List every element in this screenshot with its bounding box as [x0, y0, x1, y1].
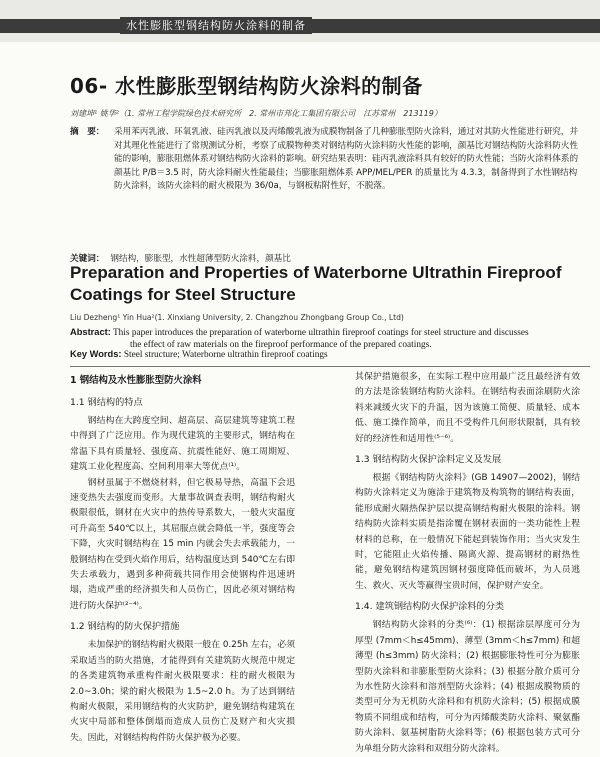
- section-1-3-paragraph: 根据《钢结构防火涂料》(GB 14907—2002)，钢结构防火涂料定义为施涂于建筑物及构筑物的钢结构表面，能形成耐火隔热保护层以提高钢结构耐火极限的涂料。钢结构防火涂料实质是指涂覆在钢材表面的一类功能性上程材料的总称，在一般情况下能起到装饰作用；当火灾发生时，它能阻止火焰传播、隔离火源、提高钢材的耐热性能，避免钢结构建筑因钢材强度降低而破坏，为人员逃生、救火、灭火等赢得宝贵时间，保护财产安全。: [355, 473, 580, 591]
- title-cn: 06- 水性膨胀型钢结构防火涂料的制备: [70, 74, 423, 98]
- authors-en: Liu Dezheng¹ Yin Hua²(1. Xinxiang University, 2. Changzhou Zhongbang Group Co., Ltd): [70, 313, 404, 322]
- section-1-2-continued: 其保护措施很多，在实际工程中应用最广泛且最经济有效的方法是涂装钢结构防火涂料。在钢结构表面涂刷防火涂料来减缓火灾下的升温，因为该施工简便、质量轻、成本低、施工操作简单，而且不受构件几何形状限制，具有较好的经济性和适用性⁽⁵⁻⁶⁾。: [355, 372, 580, 444]
- section-divider: [70, 366, 590, 367]
- abstract-en-line1: This paper introduces the preparation of waterborne ultrathin fireproof coatings for steel structure and discusses: [112, 328, 529, 338]
- keywords-cn-label: 关键词：: [70, 254, 105, 264]
- section-1-1-paragraph-2: 钢材虽属于不燃烧材料，但它极易导热，高温下会迅速变热失去强度而变形。大量事故调查表明，钢结构耐火极限很低，钢材在火灾中的热传导系数大，一般火灾温度可升高至 540℃以上，其屈服点就会降低一半，强度等会下降，火灾时钢结构在 15 min 内就会失去承载能力，一般钢结构在受到火焰作用后，结构温度达到 540℃左右即失去承载力，遇到多种荷载共同作用会使钢构件迅速坍塌，造成严重的经济损失和人员伤亡，因此必须对钢结构进行防火保护⁽²⁻⁴⁾。: [70, 477, 295, 611]
- right-column: [355, 370, 580, 757]
- keywords-en-label: Key Words:: [70, 349, 122, 359]
- keywords-en-text: Steel structure; Waterborne ultrathin fireproof coatings: [123, 350, 328, 360]
- section-1-2-heading: 1.2 钢结构的防火保护措施: [70, 621, 180, 633]
- section-1-4-heading: 1.4. 建筑钢结构防火保护涂料的分类: [355, 601, 505, 613]
- running-header: 水性膨胀型钢结构防火涂料的制备: [120, 17, 312, 34]
- abstract-en-label: Abstract:: [70, 327, 111, 337]
- abstract-cn: [70, 126, 580, 194]
- abstract-cn-label: 摘 要：: [70, 127, 105, 137]
- abstract-en: [70, 326, 590, 351]
- abstract-en-line2: the effect of raw materials on the fireproof performance of the prepared coatings.: [130, 340, 432, 350]
- section-1-3-heading: 1.3 钢结构防火保护涂料定义及发展: [355, 454, 502, 466]
- section-1-1-heading: 1.1 钢结构的特点: [70, 397, 143, 408]
- title-en: Preparation and Properties of Waterborne Ultrathin Fireproof Coatings for Steel Structure: [70, 263, 562, 304]
- abstract-cn-text: 采用苯丙乳液、环氧乳液、硅丙乳液以及丙烯酸乳液为成膜物制备了几种膨胀型防火涂料，通过对其防火性能进行研究，并对其理化性能进行了常规测试分析，考察了成膜物种类对钢结构防火涂料防火性能的影响，颜基比对钢结构防火涂料防火性能的影响，膨胀阻燃体系对钢结构防火涂料的影响。研究结果表明：硅丙乳液涂料具有较好的防火性能；当防火涂料体系的颜基比 P/B＝3.5 时，防火涂料耐火性能最佳；当膨胀阻燃体系 APP/MEL/PER 的质量比为 4.3.3，制备得到了水性钢结构防火涂料，该防火涂料的耐火极限为 36/0a，与钢板粘附性好，不脱落。: [114, 127, 579, 191]
- section-1-1-paragraph-1: 钢结构在大跨度空间、超高层、高层建筑等建筑工程中得到了广泛应用。作为现代建筑的主要形式，钢结构在常温下具有质量轻、强度高、抗震性能好、施工周期短、建筑工业化程度高、空间利用率大等优点⁽¹⁾。: [70, 416, 295, 473]
- section-1-heading: 1 钢结构及水性膨胀型防火涂料: [70, 375, 202, 386]
- section-1-4-paragraph: 钢结构防火涂料的分类⁽⁶⁾：(1) 根据涂层厚度可分为厚型 (7mm＜h≤45mm)、薄型 (3mm＜h≤7mm) 和超薄型 (h≤3mm) 防火涂料；(2) 根据膨胀特性可分为膨胀型防火涂料和非膨胀型防火涂料；(3) 根据分散介质可分为水性防火涂料和溶剂型防火涂料；(4) 根据成膜物质的类型可分为无机防火涂料和有机防火涂料；(5) 根据成膜物质不同组成和结构，可分为丙烯酸类防火涂料、聚氨酯防火涂料、氨基树脂防火涂料等；(6) 根据包装方式可分为单组分防火涂料和双组分防火涂料。: [355, 620, 580, 754]
- keywords-en: [70, 349, 590, 360]
- section-1-2-paragraph: 未加保护的钢结构耐火极限一般在 0.25h 左右，必须采取适当的防火措施，才能得到有关建筑防火规范中规定的各类建筑物承重构件耐火极限要求：柱的耐火极限为 2.0~3.0h；梁的耐火极限为 1.5~2.0 h。为了达到钢结构耐火极限，采用钢结构的火灾防护，避免钢结构建筑在火灾中局部和整体倒塌而造成人员伤亡及财产和火灾损失。因此，对钢结构构件防火保护极为必要。: [70, 640, 295, 743]
- keywords-cn-text: 钢结构，膨胀型，水性超薄型防火涂料，颜基比: [110, 254, 291, 264]
- authors-cn: 刘建坤¹ 姚华²（1. 常州工程学院绿色技术研究所 2. 常州市邦化工集团有限公司 江苏常州 213119）: [70, 109, 442, 118]
- left-column: [70, 370, 295, 746]
